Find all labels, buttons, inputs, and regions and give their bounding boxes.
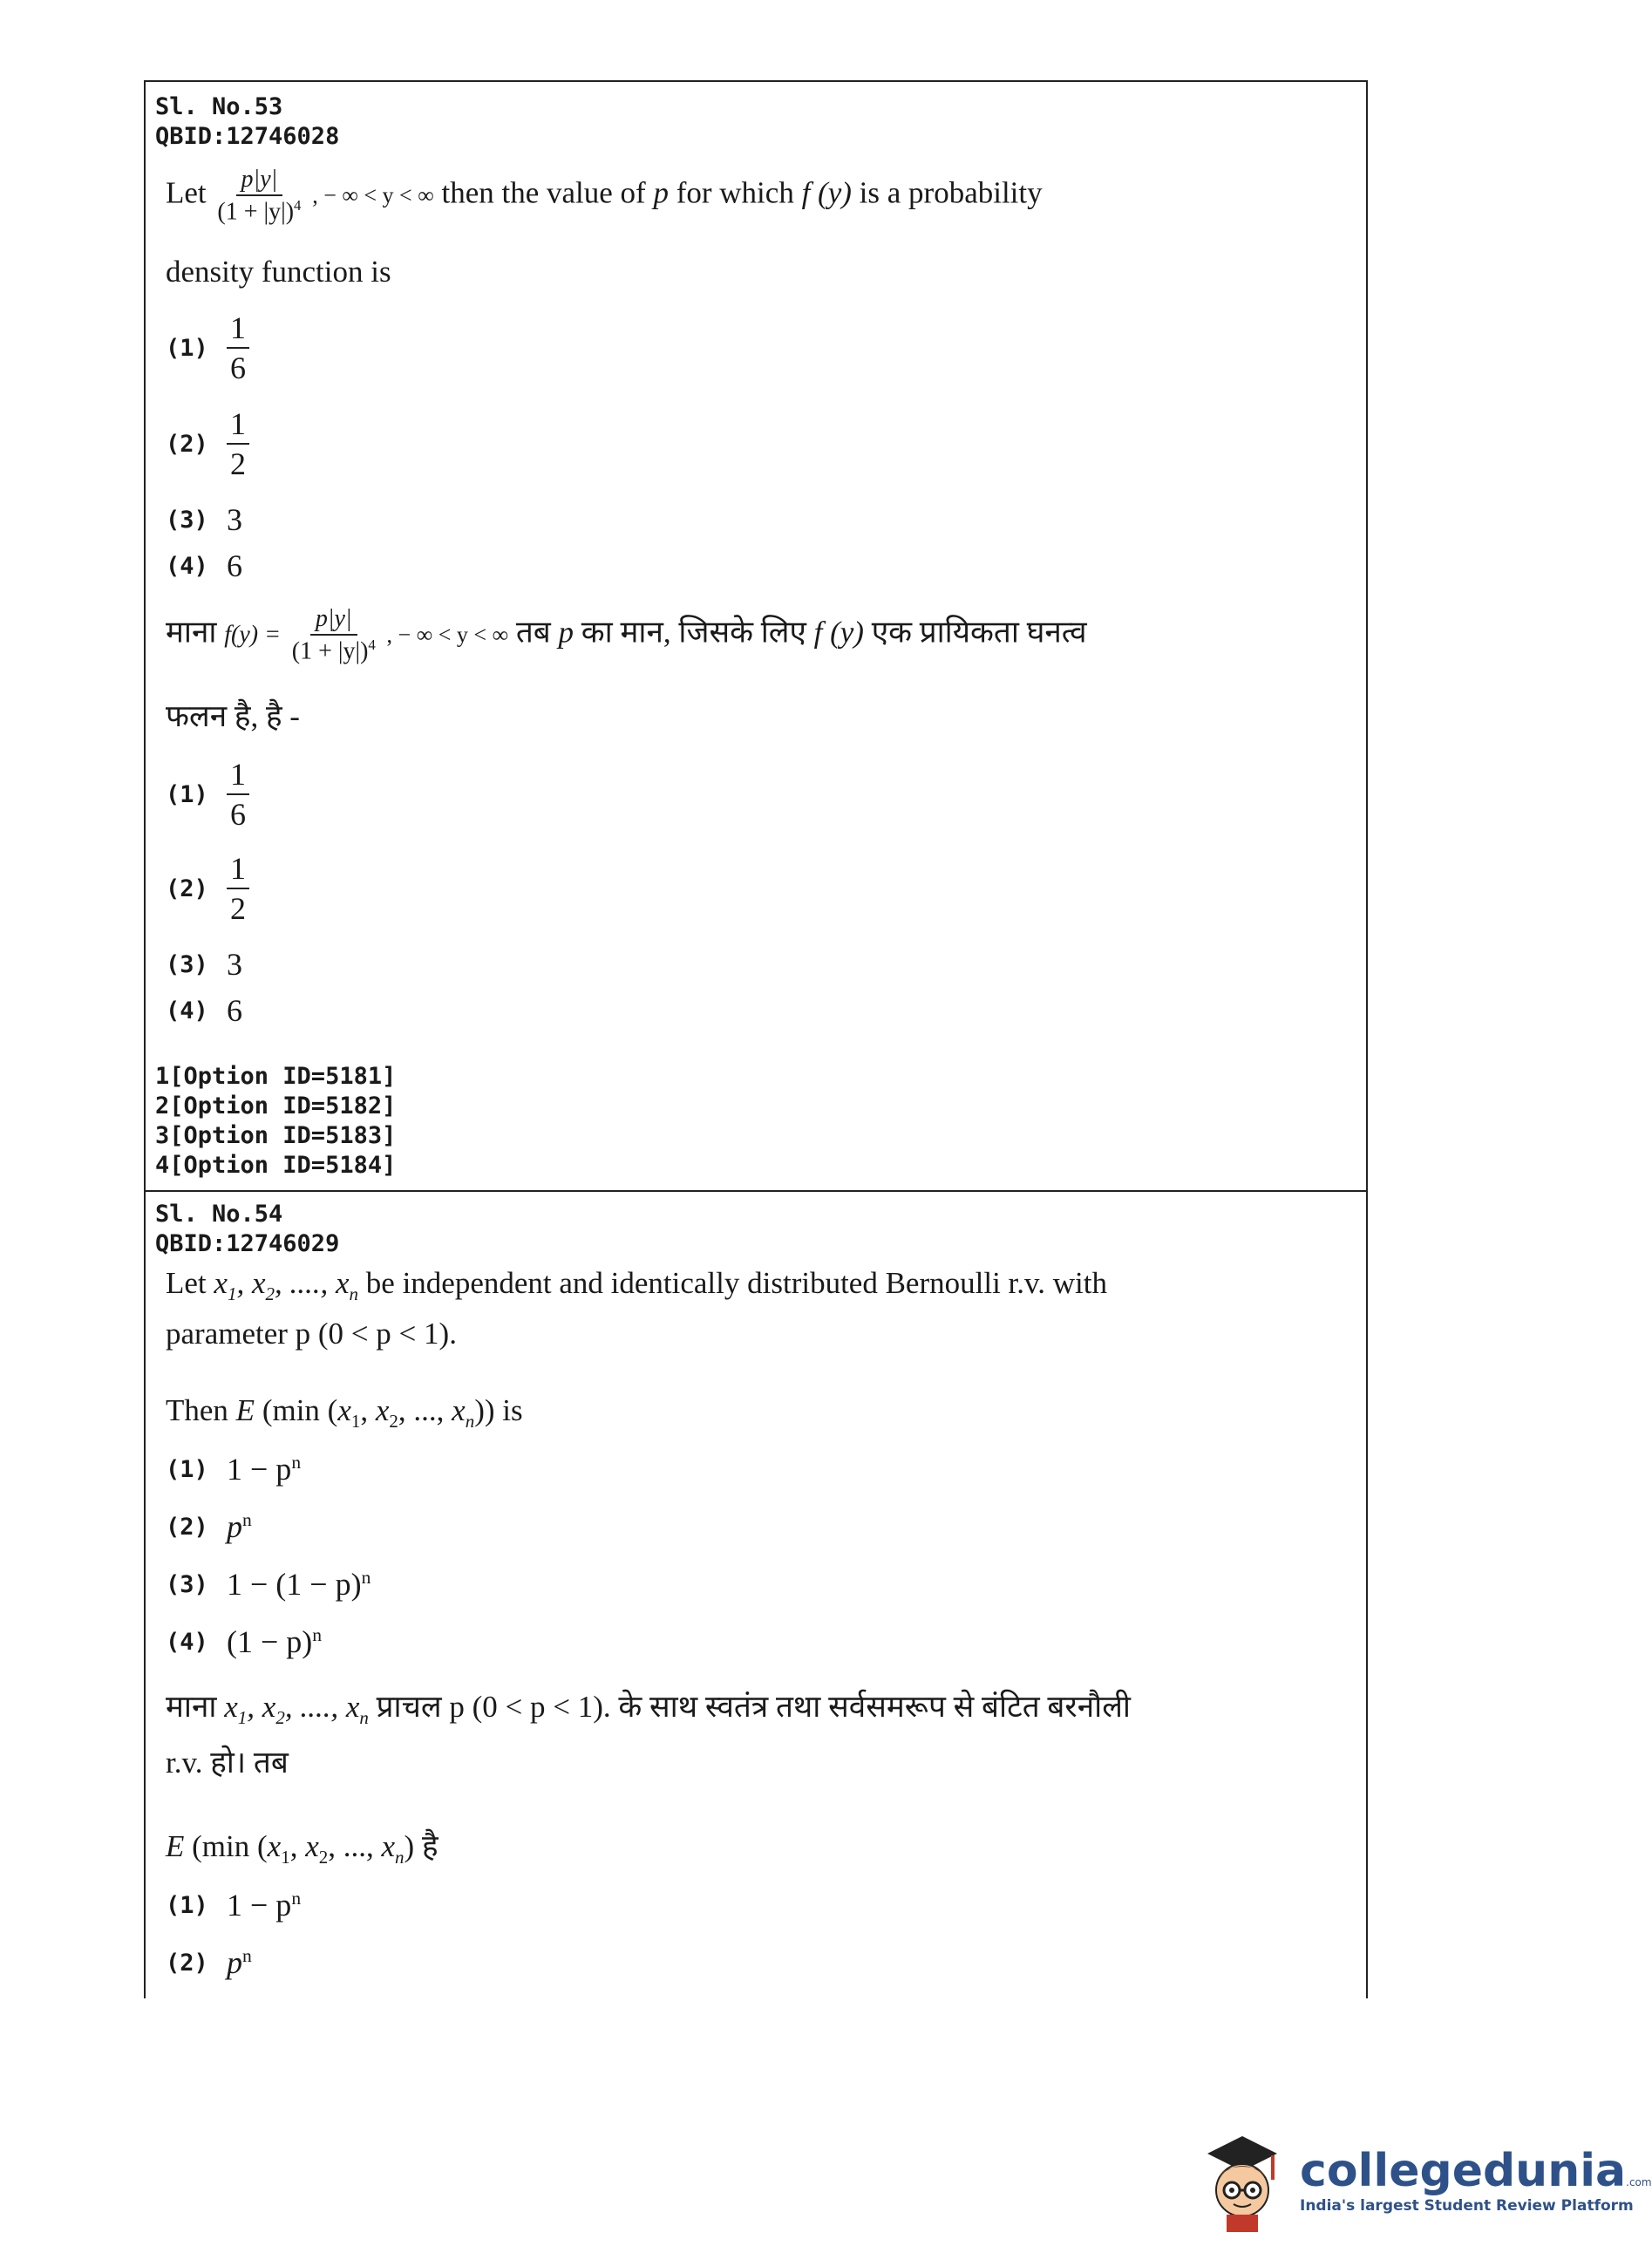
collegedunia-logo[interactable]: collegedunia.com India's largest Student Review Platform [1190, 2127, 1652, 2232]
option-en-2: (2) $p^n$ [166, 1509, 252, 1544]
qbid: QBID:12746029 [155, 1230, 340, 1257]
brand-tagline: India's largest Student Review Platform [1300, 2197, 1634, 2215]
brand-name: collegedunia [1300, 2145, 1627, 2197]
option-hi-2: (2) $\frac{1}{2}$ [166, 853, 249, 924]
serial-number: Sl. No.53 [155, 93, 283, 120]
question-text-en-line3: Then E (min ($x_1$, $x_2$, ..., $x_n$)) is [166, 1393, 523, 1432]
option-en-4: (4) 6 [166, 548, 242, 583]
option-id: 3[Option ID=5183] [155, 1122, 397, 1149]
option-id: 4[Option ID=5184] [155, 1152, 397, 1179]
mascot-icon [1190, 2127, 1295, 2232]
serial-number: Sl. No.54 [155, 1201, 283, 1228]
option-en-3: (3) $1 - (1 - p)^n$ [166, 1567, 371, 1602]
question-text-en-line2: density function is [166, 255, 391, 289]
question-text-en-line2: parameter p (0 < p < 1). [166, 1317, 457, 1351]
option-hi-3: (3) 3 [166, 947, 242, 982]
question-text-hi: माना f(y) = $\frac{p|y|}{(1 + |y|)^4}$ , − ∞ < y < ∞ तब p का मान, जिसके लिए f (y) एक प्रायिकता घनत्व [166, 605, 1087, 665]
option-id: 1[Option ID=5181] [155, 1063, 397, 1090]
option-hi-1: (1) $\frac{1}{6}$ [166, 759, 249, 830]
question-text-hi-line2: फलन है, है - [166, 699, 300, 733]
option-en-4: (4) $(1 - p)^n$ [166, 1624, 323, 1659]
question-text-hi-line3: E (min ($x_1$, $x_2$, ..., $x_n$) है [166, 1829, 438, 1868]
option-en-1: (1) $\frac{1}{6}$ [166, 312, 249, 384]
option-hi-1: (1) $1 - p^n$ [166, 1888, 302, 1923]
qbid: QBID:12746028 [155, 123, 340, 150]
option-hi-2: (2) $p^n$ [166, 1945, 252, 1980]
question-divider [144, 1190, 1366, 1192]
option-id: 2[Option ID=5182] [155, 1092, 397, 1120]
option-hi-4: (4) 6 [166, 993, 242, 1028]
option-en-3: (3) 3 [166, 502, 242, 537]
formula-fraction: $\frac{p|y|}{(1 + |y|)^4}$ [217, 166, 302, 226]
question-text-en: Let $x_1$, $x_2$, ...., $x_n$ be independent and identically distributed Bernoulli r.v. with [166, 1266, 1107, 1304]
question-text-hi: माना $x_1$, $x_2$, ...., $x_n$ प्राचल p (0 < p < 1). के साथ स्वतंत्र तथा सर्वसमरूप से बंटित बरनौली [166, 1690, 1131, 1728]
option-en-1: (1) $1 - p^n$ [166, 1452, 302, 1487]
question-text-hi-line2: r.v. हो। तब [166, 1746, 289, 1780]
question-text-en: Let $\frac{p|y|}{(1 + |y|)^4}$ , − ∞ < y < ∞ then the value of p for which f (y) is a probability [166, 166, 1043, 226]
option-id-list [155, 1062, 396, 1181]
option-en-2: (2) $\frac{1}{2}$ [166, 408, 249, 480]
